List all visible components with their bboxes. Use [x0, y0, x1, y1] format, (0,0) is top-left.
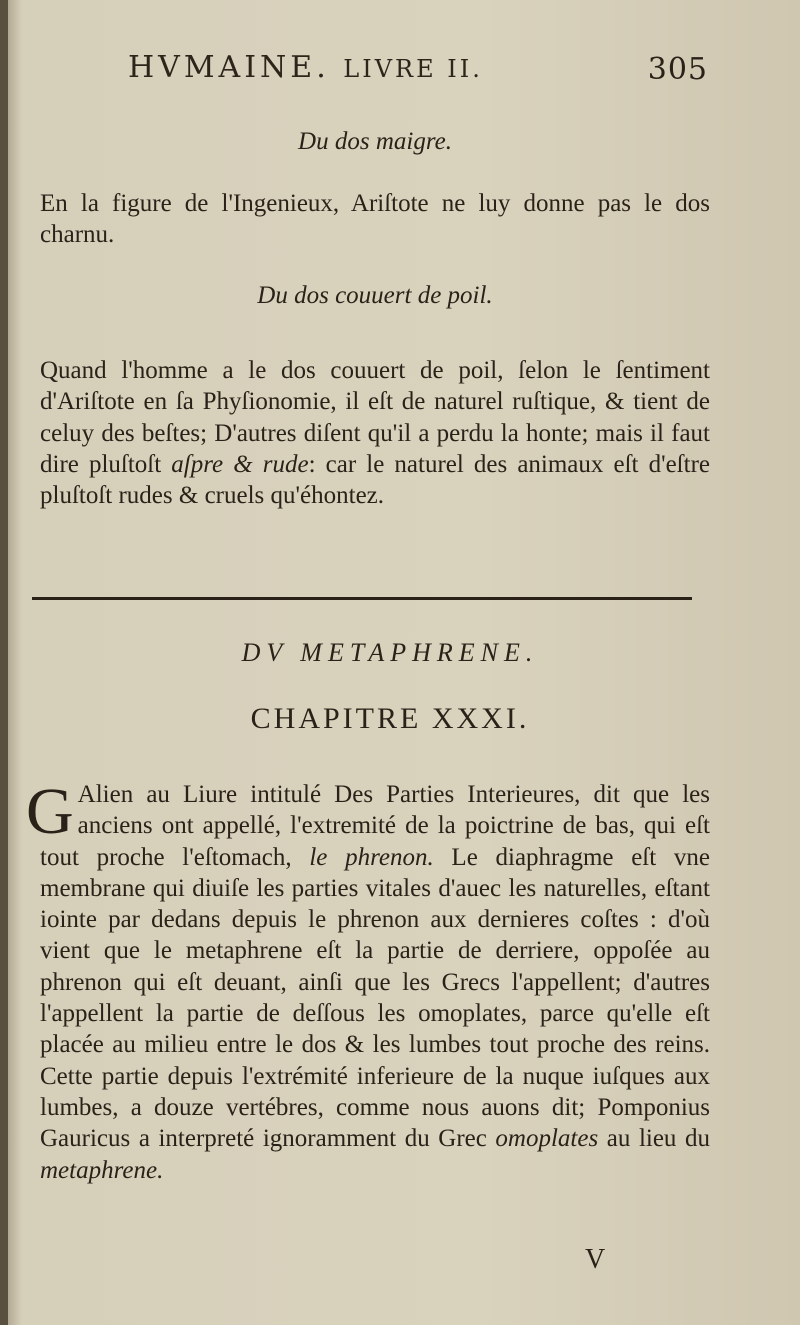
chapter-body-italic-omoplates: omoplates — [495, 1125, 599, 1153]
running-title — [128, 50, 483, 85]
chapter-body-part2: Le diaphragme eſt vne membrane qui diuiſe les parties vitales d'auec les naturelles, eſtant iointe par dedans depuis le phrenon aux dernieres coſtes : d'où vient que le metaphrene eſt la partie de derriere, oppoſée au phrenon qui eſt deuant, ainſi que les Grecs l'appellent; d'autres l'appellent la partie de deſſous les omoplates, parce qu'elle eſt placée au milieu entre le dos & les lumbes tout proche des reins. Cette partie depuis l'extrémité inferieure de la nuque iuſques aux lumbes, a douze vertébres, comme nous auons dit; Pomponius Gauricus a interpreté ignoramment du Grec — [40, 843, 710, 1153]
paragraph-dos-couuert-italic: aſpre & rude — [171, 450, 309, 478]
chapter-body-italic-phrenon: le phrenon. — [309, 843, 434, 871]
drop-cap: G — [26, 775, 74, 848]
chapter-body — [26, 775, 710, 1186]
running-title-book: LIVRE II. — [343, 55, 483, 83]
page-number: 305 — [647, 52, 708, 87]
paragraph-dos-couuert-part2: : car le naturel des animaux eſt d'eſtre pluſtoſt rudes & cruels qu'éhontez. — [40, 450, 710, 510]
catchword: V — [585, 1244, 606, 1275]
paragraph-dos-couuert — [40, 355, 710, 511]
book-spine — [0, 0, 8, 1325]
running-title-main: HVMAINE. — [128, 50, 330, 85]
chapter-body-part3: au lieu du — [598, 1125, 710, 1153]
section-heading-dos-maigre: Du dos maigre. — [298, 128, 452, 155]
page-header — [128, 50, 728, 94]
section-heading-dos-couuert: Du dos couuert de poil. — [257, 282, 493, 309]
chapter-number: CHAPITRE XXXI. — [250, 702, 530, 735]
chapter-body-part1: Alien au Liure intitulé Des Parties Interieures, dit que les anciens ont appellé, l'extremité de la poictrine de bas, qui eſt tout proche l'eſtomach, — [40, 781, 710, 871]
paragraph-dos-couuert-part1: Quand l'homme a le dos couuert de poil, ſelon le ſentiment d'Ariſtote en ſa Phyſionomie, il eſt de naturel ruſtique, & tient de celuy des beſtes; D'autres diſent qu'il a perdu la honte; mais il faut dire pluſtoſt — [40, 357, 710, 478]
chapter-title: DV METAPHRENE. — [241, 638, 539, 667]
chapter-body-italic-metaphrene: metaphrene. — [40, 1156, 164, 1184]
section-divider — [32, 597, 692, 600]
paragraph-dos-maigre: En la figure de l'Ingenieux, Ariſtote ne luy donne pas le dos charnu. — [40, 190, 710, 249]
